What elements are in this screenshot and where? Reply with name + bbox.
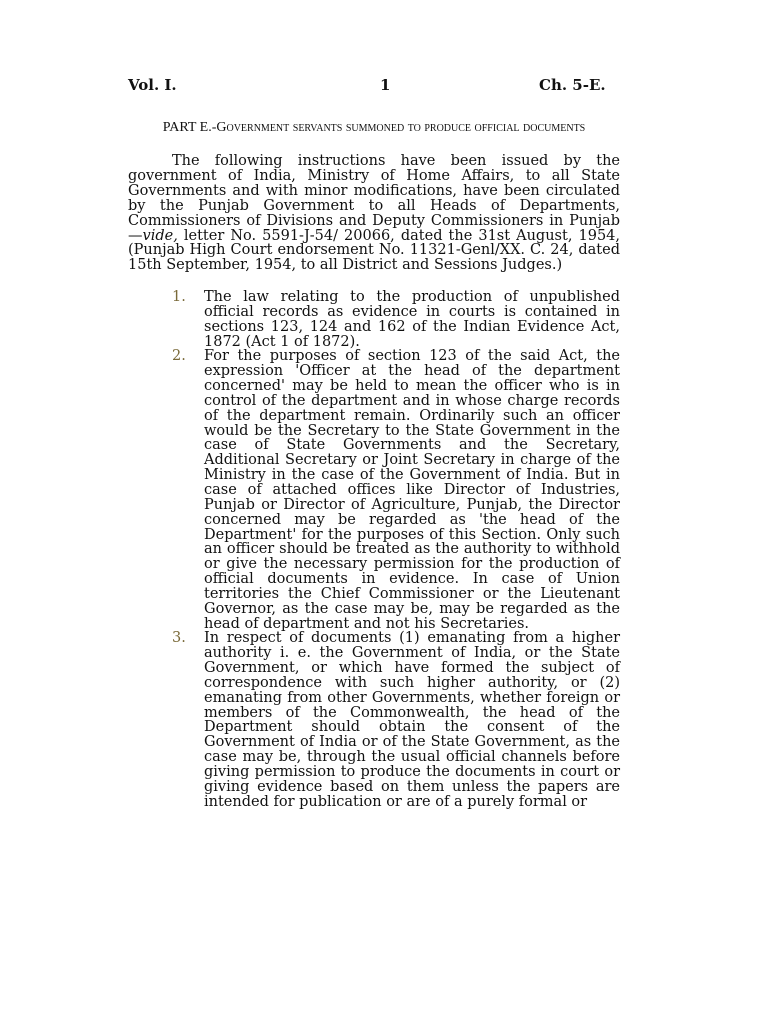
item-text: For the purposes of section 123 of the said Act, the expression 'Officer at the head of the department concerned' may be held to mean the officer who is in control of the department and in whose charge records of the department remain. Ordinarily such an officer would be the Secretary to the State Government in the case of State Governments and the Secretary, Additional Secretary or Joint Secretary in charge of the Ministry in the case of the Government of India. But in case of attached offices like Director of Industries, Punjab or Director of Agriculture, Punjab, the Director concerned may be regarded as 'the head of the Department' for the purposes of this Section. Only such an officer should be treated as the authority to withhold or give the necessary permission for the production of official documents in evidence. In case of Union territories the Chief Commissioner or the Lieutenant Governor, as the case may be, may be regarded as the head of department and not his Secretaries. [204, 348, 620, 632]
intro-paragraph [128, 154, 620, 273]
volume-label: Vol. I. [128, 76, 177, 94]
item-number: 3. [172, 630, 186, 647]
page-number: 1 [380, 76, 391, 94]
part-heading [128, 120, 620, 135]
intro-text-1: The following instructions have been issued by the government of India, Ministry of Home Affairs, to all State Governments and with minor modifications, have been circulated by the Punjab Government to all Heads of Departments, Commissioners of Divisions and Deputy Commissioners in Punjab— [128, 153, 620, 244]
item-text: The law relating to the production of unpublished official records as evidence in courts is contained in sections 123, 124 and 162 of the Indian Evidence Act, 1872 (Act 1 of 1872). [204, 289, 620, 350]
chapter-label: Ch. 5-E. [539, 76, 606, 94]
list-item [128, 349, 620, 631]
item-number: 2. [172, 348, 186, 365]
list-item [128, 290, 620, 349]
instructions-list [128, 290, 620, 810]
part-title-text: -Government servants summoned to produce official documents [211, 120, 586, 135]
list-item [128, 631, 620, 809]
item-text: In respect of documents (1) emanating from a higher authority i. e. the Government of India, or the State Government, or which have formed the subject of correspondence with such higher authority, or (2) emanating from other Governments, whether foreign or members of the Commonwealth, the head of the Department should obtain the consent of the Government of India or of the State Government, as the case may be, through the usual official channels before giving permission to produce the documents in court or giving evidence based on them unless the papers are intended for publication or are of a purely formal or [204, 630, 620, 810]
intro-vide: vide, [142, 227, 178, 244]
item-number: 1. [172, 289, 186, 305]
intro-text-2: letter No. 5591-J-54/ 20066, dated the 31st August, 1954, (Punjab High Court endorsement No. 11321-Genl/XX. C. 24, dated 15th September, 1954, to all District and Sessions Judges.) [128, 227, 620, 274]
part-label: PART E. [162, 120, 212, 135]
